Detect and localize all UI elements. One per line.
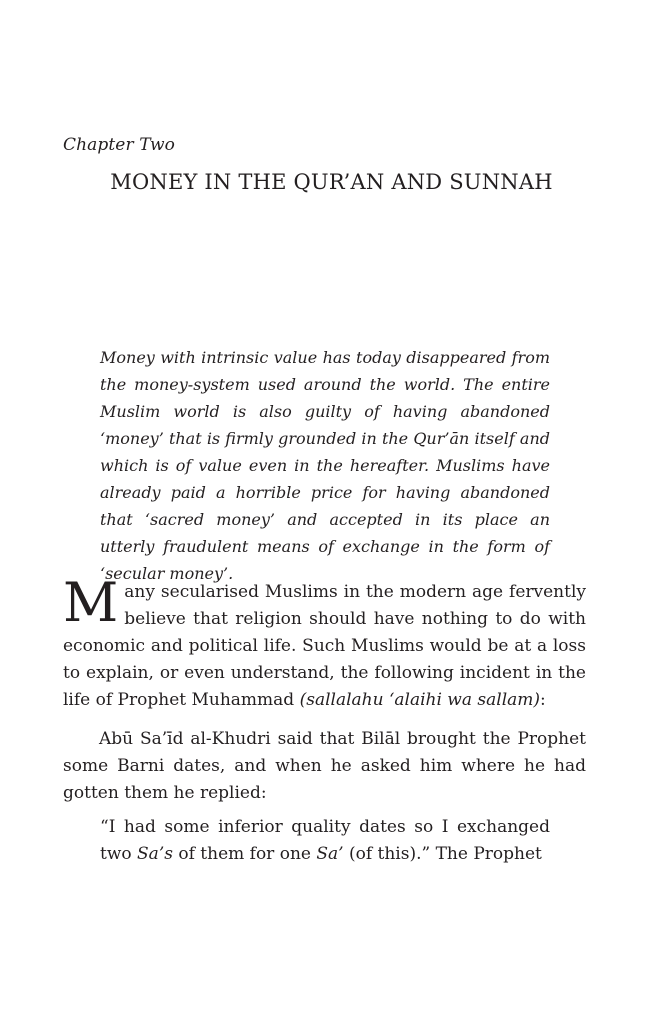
quote-text-1: “I had some inferior quality dates so I exchanged two (100, 817, 550, 864)
body-paragraph-2: Abū Sa’īd al-Khudri said that Bilāl brought the Prophet some Barni dates, and when he asked him where he had gotten them he replied: (63, 729, 586, 803)
quote-term-1: Sa’s (137, 844, 173, 864)
hadith-quote (100, 814, 550, 868)
quote-text-2: of them for one (172, 844, 317, 864)
body-paragraph-1 (63, 571, 586, 714)
quote-term-2: Sa’ (316, 844, 344, 864)
drop-cap: M (63, 571, 119, 634)
chapter-title: MONEY IN THE QUR’AN AND SUNNAH (110, 170, 553, 194)
honorific: (sallalahu ‘alaihi wa sallam) (299, 690, 541, 710)
paragraph-punct: : (540, 690, 546, 710)
chapter-label: Chapter Two (63, 135, 176, 155)
quote-text-3: (of this).” The Prophet (343, 844, 542, 864)
paragraph-text: any secularised Muslims in the modern age fervently believe that religion should have nothing to do with economic and political life. Such Muslims would be at a loss to explain, or even understand, the following incident in the life of Prophet Muhammad (63, 582, 586, 710)
chapter-abstract: Money with intrinsic value has today disappeared from the money-system used around the world. The entire Muslim world is also guilty of having abandoned ‘money’ that is firmly grounded in the Qur’ān itself and which is of value even in the hereafter. Muslims have already paid a horrible price for having abandoned that ‘sacred money’ and accepted in its place an utterly fraudulent means of exchange in the form of ‘secular money’. (100, 348, 550, 583)
